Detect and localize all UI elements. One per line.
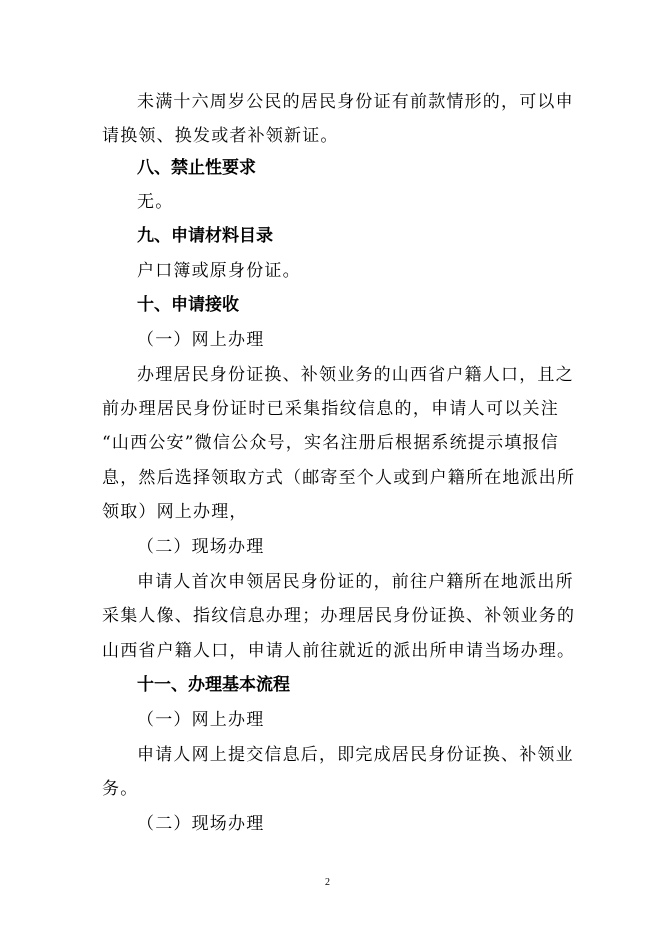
paragraph-line: 采集人像、指纹信息办理；办理居民身份证换、补领业务的: [102, 606, 576, 626]
subsection-heading: （一）网上办理: [137, 330, 265, 350]
section-heading: 九、申请材料目录: [137, 226, 273, 246]
paragraph-line: 户口簿或原身份证。: [137, 261, 301, 281]
paragraph-line: 申请人网上提交信息后，即完成居民身份证换、补领业: [137, 745, 574, 765]
paragraph-line: 办理居民身份证换、补领业务的山西省户籍人口，且之: [137, 365, 574, 385]
paragraph-line: 申请人首次申领居民身份证的，前往户籍所在地派出所: [137, 572, 574, 592]
paragraph-line: 无。: [137, 192, 174, 212]
section-heading: 十一、办理基本流程: [137, 675, 290, 695]
paragraph-line: 务。: [102, 779, 139, 799]
subsection-heading: （二）现场办理: [137, 537, 265, 557]
section-heading: 八、禁止性要求: [137, 158, 256, 178]
paragraph-line: 请换领、换发或者补领新证。: [102, 126, 339, 146]
section-heading: 十、申请接收: [137, 295, 239, 315]
paragraph-line: 息，然后选择领取方式（邮寄至个人或到户籍所在地派出所: [102, 468, 576, 488]
paragraph-line: 山西省户籍人口，申请人前往就近的派出所申请当场办理。: [102, 641, 576, 661]
subsection-heading: （一）网上办理: [137, 710, 265, 730]
paragraph-line: 前办理居民身份证时已采集指纹信息的，申请人可以关注: [102, 399, 559, 419]
page-number: 2: [325, 877, 330, 888]
subsection-heading: （二）现场办理: [137, 814, 265, 834]
paragraph-line: “山西公安”微信公众号，实名注册后根据系统提示填报信: [102, 433, 559, 453]
paragraph-line: 领取）网上办理，: [102, 502, 248, 522]
paragraph-line: 未满十六周岁公民的居民身份证有前款情形的，可以申: [137, 92, 574, 112]
